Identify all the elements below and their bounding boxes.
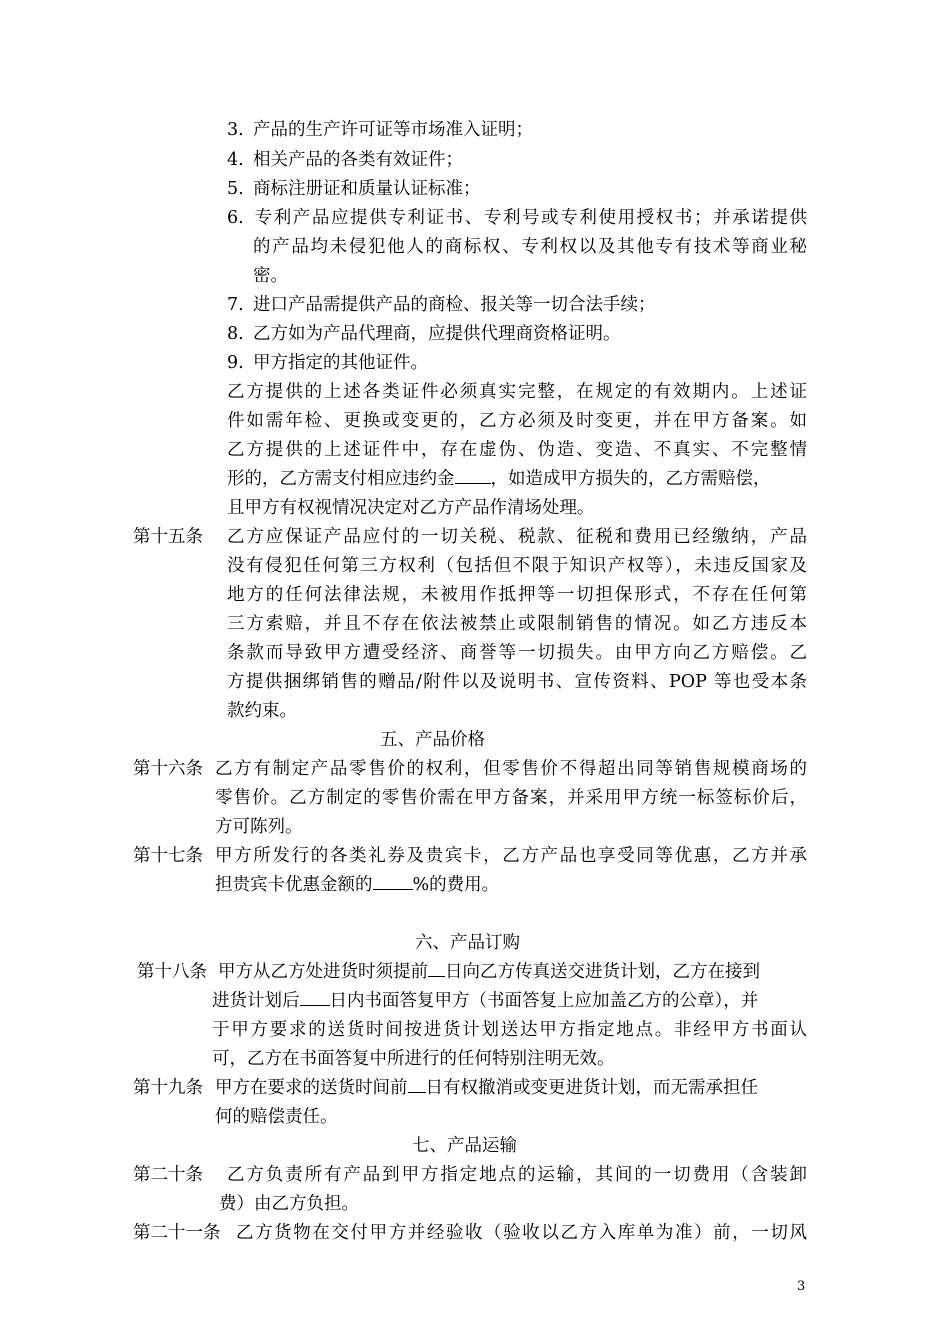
article-label: 第二十一条: [133, 1223, 221, 1243]
fill-blank: [300, 990, 330, 1006]
article-label: 第十七条: [133, 846, 203, 866]
paragraph-line: 乙方提供的上述证件中，存在虚伪、伪造、变造、不真实、不完整情: [227, 440, 807, 460]
paragraph-line: 乙方有制定产品零售价的权利，但零售价不得超出同等销售规模商场的: [215, 759, 807, 779]
list-item-continuation: 的产品均未侵犯他人的商标权、专利权以及其他专有技术等商业秘: [253, 237, 807, 257]
list-item: 5. 商标注册证和质量认证标准；: [227, 179, 481, 199]
paragraph-line: 乙方货物在交付甲方并经验收（验收以乙方入库单为准）前，一切风: [236, 1223, 807, 1243]
paragraph-line: 乙方应保证产品应付的一切关税、税款、征税和费用已经缴纳，产品: [227, 527, 807, 547]
paragraph-line: 甲方所发行的各类礼券及贵宾卡，乙方产品也享受同等优惠，乙方并承: [215, 846, 807, 866]
paragraph-line: 方可陈列。: [215, 817, 303, 837]
paragraph-line: 可，乙方在书面答复中所进行的任何特别注明无效。: [212, 1049, 615, 1069]
paragraph-line: 乙方提供的上述各类证件必须真实完整，在规定的有效期内。上述证: [227, 382, 807, 402]
article-label: 第二十条: [133, 1165, 203, 1185]
section-heading: 五、产品价格: [380, 730, 485, 750]
paragraph-line: 件如需年检、更换或变更的，乙方必须及时变更，并在甲方备案。如: [227, 411, 807, 431]
paragraph-line: 进货计划后 日内书面答复甲方（书面答复上应加盖乙方的公章），并: [212, 991, 759, 1011]
paragraph-line: 甲方在要求的送货时间前 日有权撤消或变更进货计划，而无需承担任: [215, 1078, 758, 1098]
list-item: 6. 专利产品应提供专利证书、专利号或专利使用授权书；并承诺提供: [227, 208, 807, 228]
fill-blank: [428, 961, 445, 977]
list-item: 9. 甲方指定的其他证件。: [227, 353, 428, 373]
paragraph-line: 形的，乙方需支付相应违约金 ，如造成甲方损失的，乙方需赔偿，: [227, 469, 771, 489]
paragraph-line: 款约束。: [227, 701, 297, 721]
paragraph-line: 三方索赔，并且不存在依法被禁止或限制销售的情况。如乙方违反本: [227, 614, 807, 634]
fill-blank: [455, 468, 491, 484]
paragraph-line: 且甲方有权视情况决定对乙方产品作清场处理。: [227, 498, 595, 518]
paragraph-line: 方提供捆绑销售的赠品/附件以及说明书、宣传资料、POP 等也受本条: [227, 672, 807, 692]
list-item: 8. 乙方如为产品代理商，应提供代理商资格证明。: [227, 324, 621, 344]
paragraph-line: 甲方从乙方处进货时须提前 日向乙方传真送交进货计划，乙方在接到: [218, 962, 760, 982]
fill-blank: [373, 874, 413, 890]
section-heading: 六、产品订购: [415, 933, 520, 953]
fill-blank: [408, 1077, 426, 1093]
list-item: 7. 进口产品需提供产品的商检、报关等一切合法手续；: [227, 295, 656, 315]
paragraph-line: 乙方负责所有产品到甲方指定地点的运输，其间的一切费用（含装卸: [227, 1165, 807, 1185]
list-item: 4. 相关产品的各类有效证件；: [227, 150, 463, 170]
list-item: 3. 产品的生产许可证等市场准入证明；: [227, 120, 533, 140]
paragraph-line: 零售价。乙方制定的零售价需在甲方备案，并采用甲方统一标签标价后，: [215, 788, 807, 808]
section-heading: 七、产品运输: [412, 1136, 517, 1156]
list-item-continuation: 密。: [253, 266, 288, 286]
article-label: 第十八条: [137, 962, 207, 982]
paragraph-line: 担贵宾卡优惠金额的 %的费用。: [215, 875, 500, 895]
paragraph-line: 地方的任何法律法规，未被用作抵押等一切担保形式，不存在任何第: [227, 585, 807, 605]
article-label: 第十五条: [133, 527, 203, 547]
article-label: 第十六条: [133, 759, 203, 779]
paragraph-line: 没有侵犯任何第三方权利（包括但不限于知识产权等），未违反国家及: [227, 556, 807, 576]
paragraph-line: 何的赔偿责任。: [215, 1107, 338, 1127]
page-number: 3: [797, 1279, 806, 1294]
paragraph-line: 费）由乙方负担。: [219, 1194, 359, 1214]
paragraph-line: 于甲方要求的送货时间按进货计划送达甲方指定地点。非经甲方书面认: [212, 1020, 807, 1040]
article-label: 第十九条: [133, 1078, 203, 1098]
paragraph-line: 条款而导致甲方遭受经济、商誉等一切损失。由甲方向乙方赔偿。乙: [227, 643, 807, 663]
